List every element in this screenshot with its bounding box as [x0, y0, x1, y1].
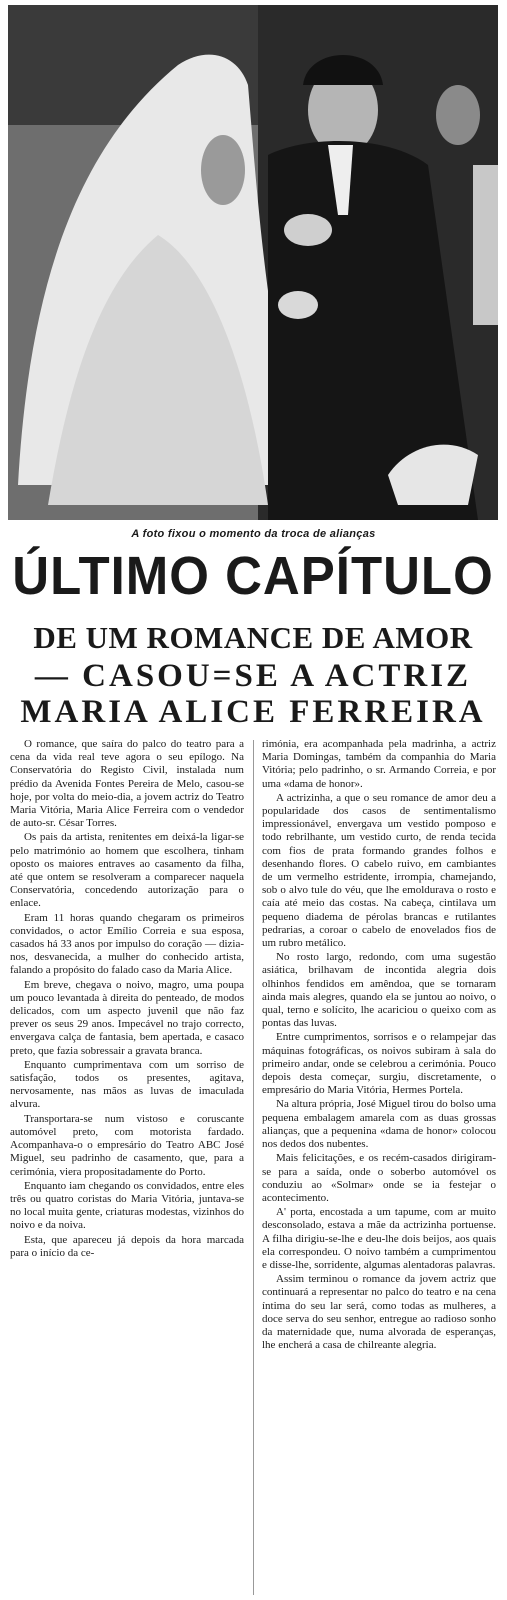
photo-illustration-icon — [8, 5, 498, 520]
headline-line-2: DE UM ROMANCE DE AMOR — [33, 620, 473, 655]
paragraph: Enquanto iam chegando os convidados, entre eles três ou quatro coristas do Maria Vitória, juntava-se no local muita gente, criaturas modestas, vizinhos do noivo e da noiva. — [10, 1179, 244, 1232]
paragraph: Mais felicitações, e os recém-casados dirigiram-se para a saída, onde o soberbo automóvel os conduziu ao «Solmar» onde se ia festejar o acontecimento. — [262, 1152, 496, 1204]
paragraph: Na altura própria, José Miguel tirou do bolso uma pequena embalagem amarela com as duas grossas alianças, que a pequenina «dama de honor» colocou nos dedos dos nubentes. — [262, 1098, 496, 1151]
paragraph: Os pais da artista, renitentes em deixá-la ligar-se pelo matrimónio ao homem que escolhera, tinham oposto os maiores entraves ao casamento da filha, até que ontem se resolveram a comparecer naquela Conservatória, concedendo autorização para o enlace. — [10, 831, 244, 910]
paragraph: Esta, que apareceu já depois da hora marcada para o início da ce- — [10, 1233, 244, 1259]
paragraph: Em breve, chegava o noivo, magro, uma poupa um pouco levantada à direita do penteado, de modos delicados, com um aspecto juvenil que não faz prever os seus 29 anos. Impecável no trajo correcto, envergava calça de fantasia, bem apertada, e casaco preto, que fazia sobressair a gravata branca. — [10, 978, 244, 1057]
headline-line-1: ÚLTIMO CAPÍTULO — [12, 545, 494, 606]
article-column-left — [10, 738, 244, 1261]
paragraph: No rosto largo, redondo, com uma sugestão asiática, brilhavam de incontida alegria dois olhinhos fendidos em amêndoa, que se tornaram ainda mais alegres, quando ela se juntou ao noivo, o qual, terno e solícito, lhe acariciou o queixo com as pontas das luvas. — [262, 951, 496, 1030]
headline-line-3: — CASOU=SE A ACTRIZ — [34, 658, 472, 694]
paragraph: A' porta, encostada a um tapume, com ar muito desconsolado, estava a mãe da actrizinha portuense. A filha dirigiu-se-lhe e deu-lhe dois beijos, aos quais ela correspondeu. O noivo também a cumprimentou e disse-lhe, sorridente, algumas alentadoras palavras. — [262, 1206, 496, 1271]
paragraph: Transportara-se num vistoso e coruscante automóvel preto, com motorista fardado. Acompanhava-o o empresário do Teatro ABC José Miguel, seu padrinho de casamento, que, para a cerimónia, viera propositadamente do Porto. — [10, 1112, 244, 1178]
paragraph: Eram 11 horas quando chegaram os primeiros convidados, o actor Emílio Correia e sua esposa, casados há 33 anos por impulso do coração — dizia-nos, desvanecida, a mulher do conhecido artista, falando a propósito do falado caso da Maria Alice. — [10, 911, 244, 977]
photo-caption: A foto fixou o momento da troca de alianças — [131, 528, 376, 540]
paragraph: Entre cumprimentos, sorrisos e o relampejar das máquinas fotográficas, os noivos subiram à sala do primeiro andar, onde se celebrou a cerimónia. Pouco depois desta começar, surgiu, discretamente, o empresário do Maria Vitória, Hermes Portela. — [262, 1031, 496, 1097]
wedding-photo — [8, 5, 498, 520]
headline-line-4: MARIA ALICE FERREIRA — [20, 694, 486, 730]
paragraph: rimónia, era acompanhada pela madrinha, a actriz Maria Domingas, também da companhia do Maria Vitória; pelo padrinho, o sr. Armando Correia, e por uma «dama de honor». — [262, 738, 496, 790]
paragraph: Enquanto cumprimentava com um sorriso de satisfação, todos os presentes, agitava, nervosamente, nas mãos as luvas de imaculada alvura. — [10, 1058, 244, 1111]
paragraph: A actrizinha, a que o seu romance de amor deu a popularidade dos casos de sentimentalismo impressionável, envergava um vestido pomposo e todo rebrilhante, um vestido curto, de renda tecida com fios de prata formando grandes folhos e desenhando flores. O cabelo ruivo, em cambiantes de um vermelho estridente, irrompia, chamejando, sob o alvo tule do véu, que lhe emoldurava o rosto e caía até meio das costas. Na cabeça, cintilava um pequeno diadema de pérolas brancas e rutilantes pedrarias, a coroar o cabelo de enovelados fios de um rubro metálico. — [262, 791, 496, 950]
paragraph: O romance, que saíra do palco do teatro para a cena da vida real teve agora o seu epílogo. Na Conservatória do Registo Civil, instalada num prédio da Avenida Fontes Pereira de Melo, casou-se hoje, por volta do meio-dia, a jovem actriz do Teatro Maria Vitória, Maria Alice Ferreira com o vendedor de auto-sr. César Torres. — [10, 738, 244, 830]
article-column-right — [262, 738, 496, 1353]
column-divider — [253, 740, 254, 1595]
paragraph: Assim terminou o romance da jovem actriz que continuará a representar no palco do teatro e na cena íntima do seu lar será, como todas as mulheres, a doce serva do seu senhor, entregue ao radioso sonho da maternidade que, numa alvorada de esperanças, lhe encherá a casa de chilreante alegria. — [262, 1273, 496, 1352]
